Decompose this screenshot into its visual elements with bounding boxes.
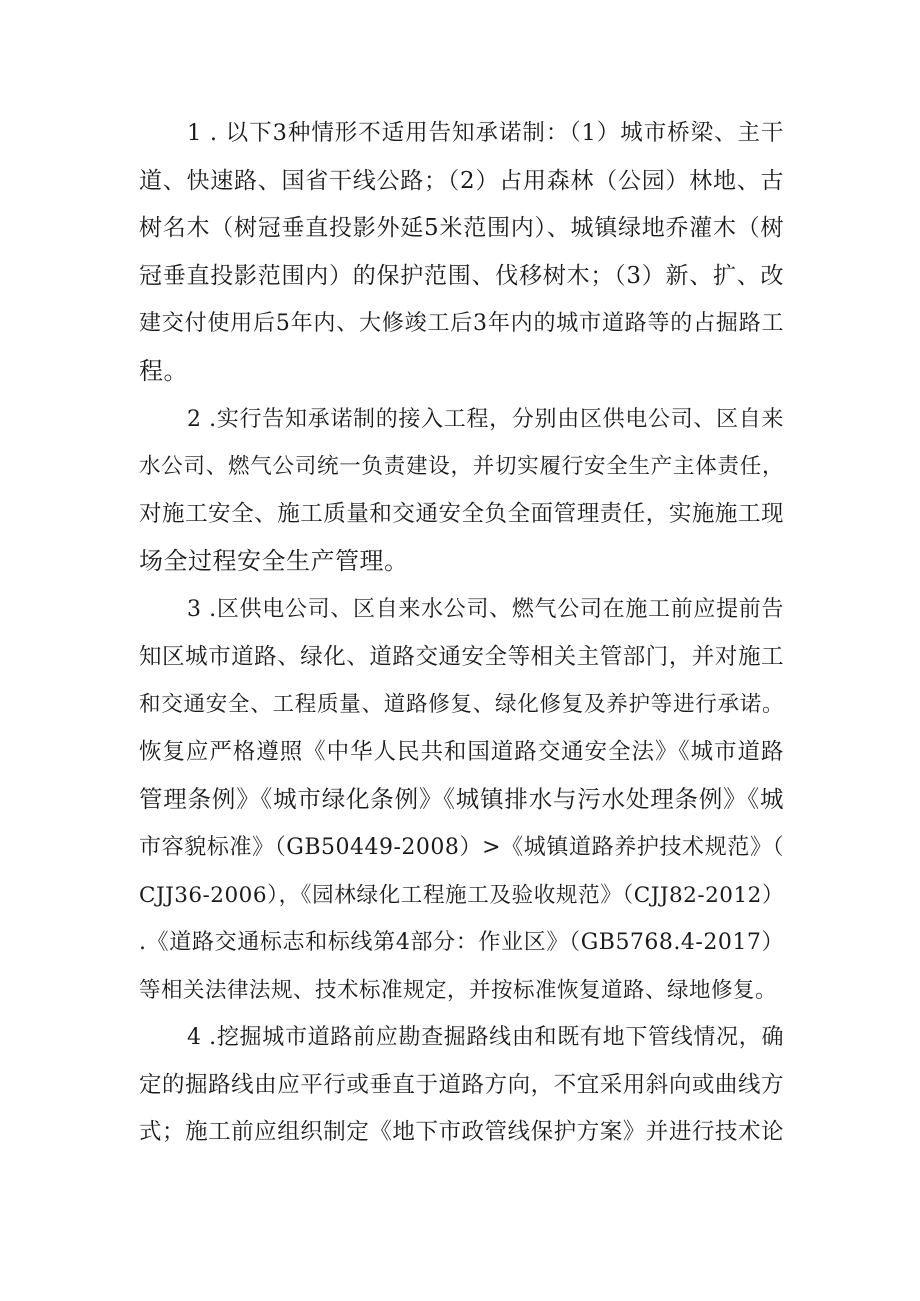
paragraph-3-line-7: CJJ36-2006），《园林绿化工程施工及验收规范》（CJJ82-2012） <box>139 882 784 908</box>
paragraph-3-line-4: 恢复应严格遵照《中华人民共和国道路交通安全法》《城市道路 <box>139 738 784 765</box>
paragraph-3-line-1: 3 .区供电公司、区自来水公司、燃气公司在施工前应提前告 <box>187 596 784 622</box>
paragraph-2-line-2: 水公司、燃气公司统一负责建设，并切实履行安全生产主体责任， <box>139 454 784 480</box>
paragraph-4-line-1: 4 .挖掘城市道路前应勘查掘路线由和既有地下管线情况，确 <box>187 1025 784 1051</box>
paragraph-2-line-1: 2 .实行告知承诺制的接入工程，分别由区供电公司、区自来 <box>187 406 784 432</box>
paragraph-1-line-6: 程。 <box>139 356 188 385</box>
paragraph-1-line-2: 道、快速路、国省干线公路；（2）占用森林（公园）林地、古 <box>139 167 784 194</box>
paragraph-2-line-4: 场全过程安全生产管理。 <box>139 547 409 576</box>
paragraph-3-line-6: 市容貌标准》（GB50449-2008）>《城镇道路养护技术规范》（ <box>139 834 784 860</box>
paragraph-4-line-2: 定的掘路线由应平行或垂直于道路方向，不宜采用斜向或曲线方 <box>139 1071 784 1098</box>
paragraph-3-line-3: 和交通安全、工程质量、道路修复、绿化修复及养护等进行承诺。 <box>139 692 784 718</box>
document-body <box>139 110 784 1157</box>
paragraph-3-line-5: 管理条例》《城市绿化条例》《城镇排水与污水处理条例》《城 <box>139 785 784 814</box>
paragraph-4-line-3: 式；施工前应组织制定《地下市政管线保护方案》并进行技术论 <box>139 1119 784 1146</box>
paragraph-2-line-3: 对施工安全、施工质量和交通安全负全面管理责任，实施施工现 <box>139 500 784 527</box>
paragraph-3-line-2: 知区城市道路、绿化、道路交通安全等相关主管部门，并对施工 <box>139 643 784 670</box>
paragraph-1-line-5: 建交付使用后5年内、大修竣工后3年内的城市道路等的占掘路工 <box>139 311 784 337</box>
paragraph-3-line-9: 等相关法律法规、技术标准规定，并按标准恢复道路、绿地修复。 <box>139 977 778 1003</box>
paragraph-1-line-4: 冠垂直投影范围内）的保护范围、伐移树木；（3）新、扩、改 <box>139 262 784 289</box>
paragraph-1-line-1: 1 . 以下3种情形不适用告知承诺制：（1）城市桥梁、主干 <box>187 120 784 146</box>
paragraph-3-line-8: .《道路交通标志和标线第4部分：作业区》（GB5768.4-2017） <box>139 930 784 956</box>
paragraph-1-line-3: 树名木（树冠垂直投影外延5米范围内）、城镇绿地乔灌木（树 <box>139 215 784 242</box>
